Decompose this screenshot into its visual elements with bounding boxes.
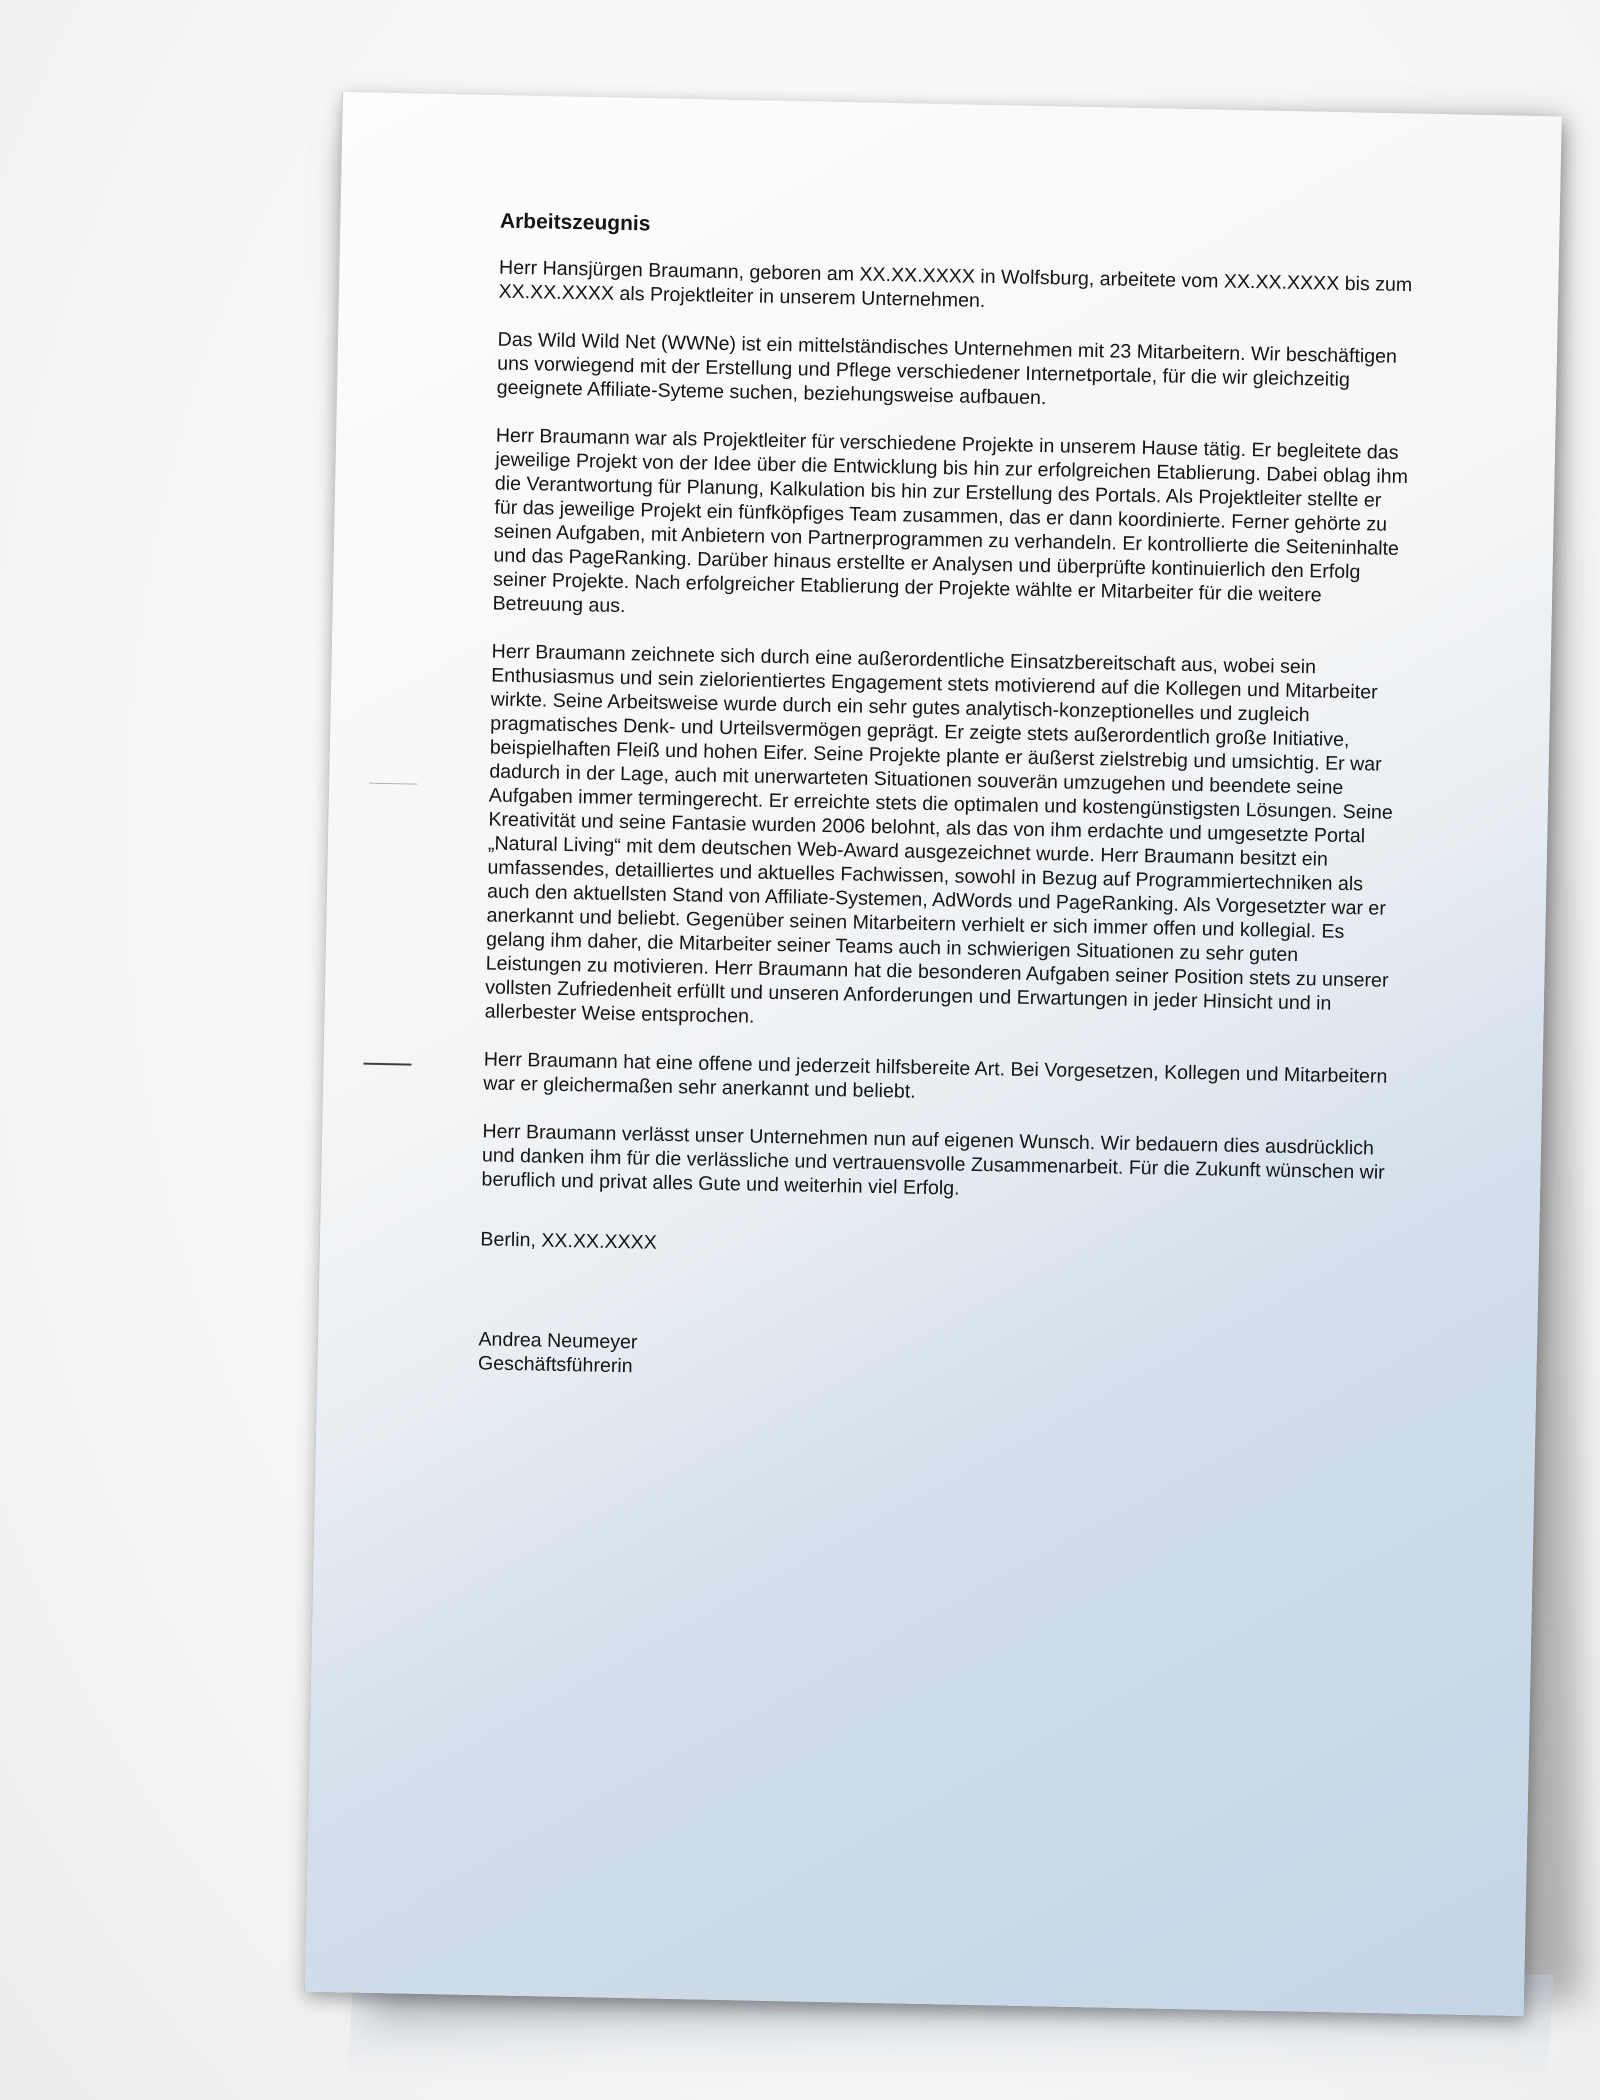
paragraph-company: Das Wild Wild Net (WWNe) ist ein mittelständisches Unternehmen mit 23 Mitarbeitern. Wir beschäftigen uns vorwiegend mit der Erstellung und Pflege verschiedener Internetportale, für die wir gleichzeitig geeignete Affiliate-Syteme suchen, beziehungsweise aufbauen. [496,328,1398,410]
paragraph-conduct: Herr Braumann hat eine offene und jederzeit hilfsbereite Art. Bei Vorgesetzen, Kollegen und Mitarbeitern war er gleichermaßen sehr anerkannt und beliebt. [483,1048,1388,1103]
fold-mark-lower [363,1063,411,1066]
signatory-name: Andrea Neumeyer [478,1328,638,1354]
signature-block [478,1327,1419,1393]
paragraph-performance: Herr Braumann zeichnete sich durch eine außerordentliche Einsatzbereitschaft aus, wobei sein Enthusiasmus und sein zielorientiertes Engagement stets motivierend auf die Kollegen und Mitarbeiter wirkte. Seine Arbeitsweise wurde durch ein sehr gutes analytisch-konzeptionelles und zugleich pragmatisches Denk- und Urteilsvermögen geprägt. Er zeigte stets außerordentlich große Initiative, beispielhaften Fleiß und hohen Eifer. Seine Projekte plante er äußerst zielstrebig und umsichtig. Er war dadurch in der Lage, auch mit unerwarteten Situationen souverän umzugehen und beendete seine Aufgaben immer termingerecht. Er erreichte stets die optimalen und kostengünstigsten Lösungen. Seine Kreativität und seine Fantasie wurden 2006 belohnt, als das von ihm erdachte und umgesetzte Portal „Natural Living“ mit dem deutschen Web-Award ausgezeichnet wurde. Herr Braumann besitzt ein umfassendes, detailliertes und aktuelles Fachwissen, sowohl in Bezug auf Programmiertechniken als auch den aktuellsten Stand von Affiliate-Systemen, AdWords und PageRanking. Als Vorgesetzter war er anerkannt und beliebt. Gegenüber seinen Mitarbeitern verhielt er sich immer offen und kollegial. Es gelang ihm daher, die Mitarbeiter seiner Teams auch in schwierigen Situationen zu sehr guten Leistungen zu motivieren. Herr Braumann hat die besonderen Aufgaben seiner Position stets zu unserer vollsten Zufriedenheit erfüllt und unseren Anforderungen und Erwartungen in jeder Hinsicht und in allerbester Weise entsprochen. [484,640,1393,1028]
letter-sheet [304,92,1562,2016]
paragraph-intro: Herr Hansjürgen Braumann, geboren am XX.XX.XXXX in Wolfsburg, arbeitete vom XX.XX.XXXX bis zum XX.XX.XXXX als Projektleiter in unserem Unternehmen. [498,256,1413,312]
signatory-role: Geschäftsführerin [477,1352,633,1378]
paragraph-closing: Herr Braumann verlässt unser Unternehmen nun auf eigenen Wunsch. Wir bedauern dies ausdrücklich und danken ihm für die verlässliche und vertrauensvolle Zusammenarbeit. Für die Zukunft wünschen wir beruflich und privat alles Gute und weiterhin viel Erfolg. [481,1120,1385,1200]
fold-mark-upper [369,783,417,785]
paragraph-duties: Herr Braumann war als Projektleiter für verschiedene Projekte in unserem Hause tätig. Er begleitete das jeweilige Projekt von der Idee über die Entwicklung bis hin zur erfolgreichen Etablierung. Dabei oblag ihm die Verantwortung für Planung, Kalkulation bis hin zur Erstellung des Portals. Als Projektleiter stellte er für das jeweilige Projekt ein fünfköpfiges Team zusammen, das er dann koordinierte. Ferner gehörte zu seinen Aufgaben, mit Anbietern von Partnerprogrammen zu verhandeln. Er kontrollierte die Seiteninhalte und das PageRanking. Darüber hinaus erstellte er Analysen und überprüfte kontinuierlich den Erfolg seiner Projekte. Nach erfolgreicher Etablierung der Projekte wählte er Mitarbeiter für die weitere Betreuung aus. [492,424,1409,618]
letter-body [478,210,1440,1394]
document-title: Arbeitszeugnis [499,209,651,236]
place-and-date: Berlin, XX.XX.XXXX [480,1228,657,1254]
